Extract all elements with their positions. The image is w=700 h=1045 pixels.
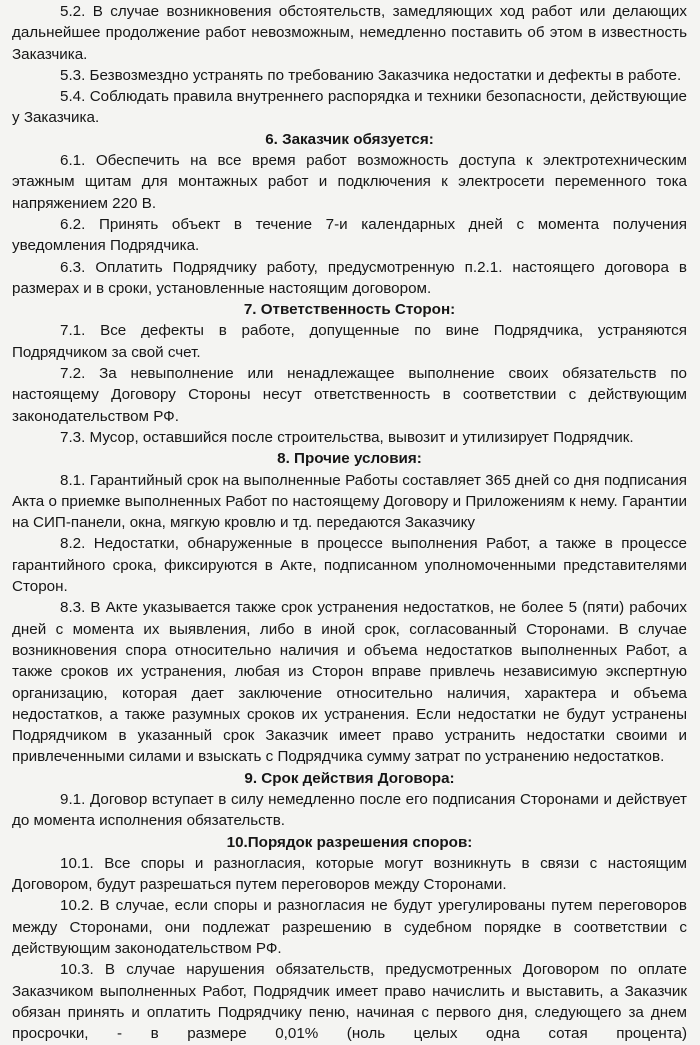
clause-10-2: 10.2. В случае, если споры и разногласия не будут урегулированы путем переговоров между Сторонами, они подлежат разрешению в судебном порядке в соответствии с действующим законодательством РФ. xyxy=(12,897,687,958)
clause-5-2: 5.2. В случае возникновения обстоятельств, замедляющих ход работ или делающих дальнейшее продолжение работ невозможным, немедленно поставить об этом в известность Заказчика. xyxy=(12,3,687,63)
clause-8-2: 8.2. Недостатки, обнаруженные в процессе выполнения Работ, а также в процессе гарантийного срока, фиксируются в Акте, подписанном уполномоченными представителями Сторон. xyxy=(12,535,687,596)
clause-8-3: 8.3. В Акте указывается также срок устранения недостатков, не более 5 (пяти) рабочих дней с момента их выявления, либо в иной срок, согласованный Сторонами. В случае возникновения спора относительно наличия и объема недостатков выполненных Работ, а также сроков их устранения, любая из Сторон вправе привлечь независимую экспертную организацию, которая дает заключение относительно наличия, характера и объема недостатков, а также разумных сроков их устранения. Если недостатки не будут устранены Подрядчиком в указанный срок Заказчик имеет право устранить недостатки своими и привлеченными силами и взыскать с Подрядчика сумму затрат по устранению недостатков. xyxy=(12,599,687,766)
clause-10-3: 10.3. В случае нарушения обязательств, предусмотренных Договором по оплате Заказчиком выполненных Работ, Подрядчик имеет право начислить и выставить, а Заказчик обязан принять и оплатить Подрядчику пеню, начиная с первого дня, следующего за днем просрочки, - в размере 0,01% (ноль целых одна сотая процента) xyxy=(12,961,687,1043)
section-heading-6: 6. Заказчик обязуется: xyxy=(265,130,434,148)
clause-5-4: 5.4. Соблюдать правила внутреннего распорядка и техники безопасности, действующие у Заказчика. xyxy=(12,88,687,127)
clause-6-1: 6.1. Обеспечить на все время работ возможность доступа к электротехническим этажным щитам для монтажных работ и подключения к электросети переменного тока напряжением 220 В. xyxy=(12,152,687,212)
clause-9-1: 9.1. Договор вступает в силу немедленно после его подписания Сторонами и действует до момента исполнения обязательств. xyxy=(12,790,687,830)
section-heading-10: 10.Порядок разрешения споров: xyxy=(226,833,473,851)
section-heading-8: 8. Прочие условия: xyxy=(277,450,422,468)
clause-10-1: 10.1. Все споры и разногласия, которые могут возникнуть в связи с настоящим Договором, будут разрешаться путем переговоров между Сторонами. xyxy=(12,854,687,894)
clause-6-3: 6.3. Оплатить Подрядчику работу, предусмотренную п.2.1. настоящего договора в размерах и в сроки, установленные настоящим договором. xyxy=(12,258,687,297)
clause-5-3: 5.3. Безвозмездно устранять по требованию Заказчика недостатки и дефекты в работе. xyxy=(60,66,682,84)
clause-7-2: 7.2. За невыполнение или ненадлежащее выполнение своих обязательств по настоящему Договору Стороны несут ответственность в соответствии с действующим законодательством РФ. xyxy=(12,365,687,425)
clause-7-3: 7.3. Мусор, оставшийся после строительства, вывозит и утилизирует Подрядчик. xyxy=(60,428,634,446)
clause-6-2: 6.2. Принять объект в течение 7-и календарных дней с момента получения уведомления Подрядчика. xyxy=(12,215,687,255)
clause-7-1: 7.1. Все дефекты в работе, допущенные по вине Подрядчика, устраняются Подрядчиком за свой счет. xyxy=(12,322,687,361)
section-heading-7: 7. Ответственность Сторон: xyxy=(243,301,456,319)
section-heading-9: 9. Срок действия Договора: xyxy=(244,769,455,787)
clause-8-1: 8.1. Гарантийный срок на выполненные Работы составляет 365 дней со дня подписания Акта о приемке выполненных Работ по настоящему Договору и Приложениям к нему. Гарантии на СИП-панели, окна, мягкую кровлю и тд. передаются Заказчику xyxy=(12,471,687,532)
